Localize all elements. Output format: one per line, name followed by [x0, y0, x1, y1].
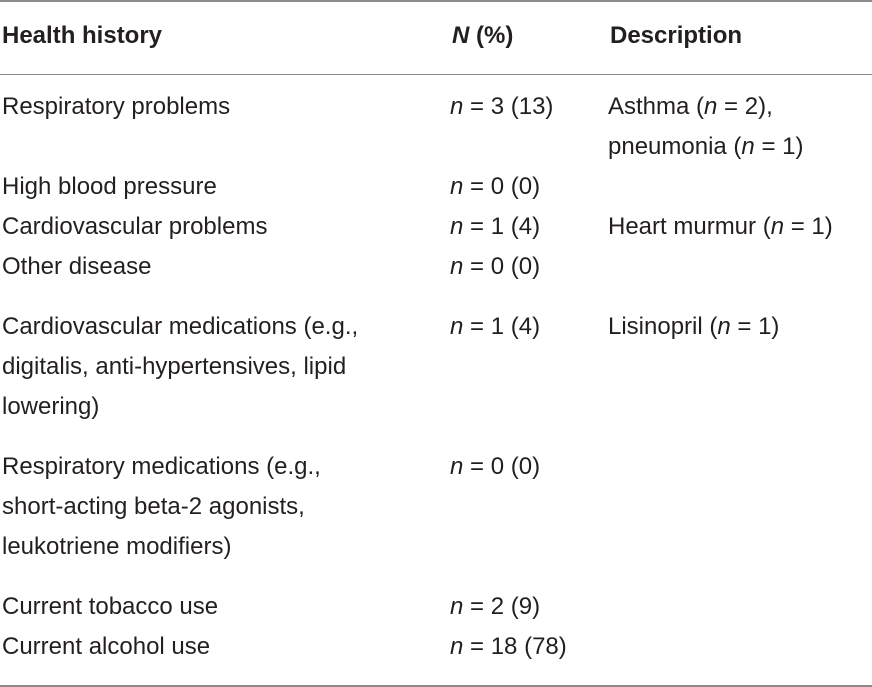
history-line: Respiratory medications (e.g., [2, 453, 321, 480]
n-value: = 1 (4) [463, 313, 541, 340]
cell-count [450, 207, 608, 247]
history-line: Cardiovascular medications (e.g., [2, 313, 359, 340]
n-label: n [450, 213, 464, 240]
table-row [0, 567, 872, 627]
n-label: n [450, 633, 464, 660]
n-value: = 0 (0) [463, 173, 541, 200]
table-row [0, 75, 872, 168]
cell-history: Cardiovascular problems [2, 213, 268, 240]
cell-history: Respiratory problems [2, 93, 231, 120]
history-line: digitalis, anti-hypertensives, lipid [2, 353, 347, 380]
cell-description [608, 75, 872, 168]
description-line [608, 127, 872, 167]
table-row [0, 287, 872, 427]
n-label: n [770, 213, 785, 240]
cell-count [450, 167, 608, 207]
cell-description [608, 167, 872, 207]
n-value: = 3 (13) [463, 93, 554, 120]
history-line: leukotriene modifiers) [2, 533, 232, 560]
history-line: short-acting beta-2 agonists, [2, 493, 305, 520]
desc-text: = 1) [784, 213, 833, 240]
n-label: n [717, 313, 731, 340]
table-row [0, 247, 872, 287]
n-label: n [704, 93, 718, 120]
cell-count [450, 287, 608, 427]
cell-description [608, 627, 872, 686]
desc-text: Heart murmur ( [608, 213, 771, 240]
cell-history: Other disease [2, 253, 152, 280]
cell-history [0, 427, 450, 567]
desc-text: = 1) [754, 133, 804, 160]
header-n-italic: N [452, 22, 470, 49]
cell-description [608, 247, 872, 287]
cell-count [450, 247, 608, 287]
header-description: Description [608, 1, 872, 75]
n-value: = 0 (0) [463, 453, 541, 480]
header-row [0, 1, 872, 75]
cell-description [608, 207, 872, 247]
desc-text: Asthma ( [608, 93, 705, 120]
desc-text: = 1) [730, 313, 780, 340]
cell-description [608, 427, 872, 567]
cell-count [450, 567, 608, 627]
header-health-history: Health history [0, 1, 450, 75]
desc-text: pneumonia ( [608, 133, 742, 160]
description-line [608, 87, 872, 127]
cell-count [450, 427, 608, 567]
cell-count [450, 627, 608, 686]
cell-description [608, 287, 872, 427]
n-label: n [741, 133, 755, 160]
n-value: = 1 (4) [463, 213, 541, 240]
table-row [0, 167, 872, 207]
n-label: n [450, 313, 464, 340]
n-label: n [450, 253, 464, 280]
desc-text: Lisinopril ( [608, 313, 718, 340]
cell-history: Current alcohol use [2, 633, 211, 660]
n-label: n [450, 93, 464, 120]
n-value: = 18 (78) [463, 633, 567, 660]
table-row [0, 427, 872, 567]
header-n-percent [450, 1, 608, 75]
n-label: n [450, 593, 464, 620]
n-label: n [450, 453, 464, 480]
cell-history: High blood pressure [2, 173, 217, 200]
history-line: lowering) [2, 393, 100, 420]
n-value: = 0 (0) [463, 253, 541, 280]
n-value: = 2 (9) [463, 593, 541, 620]
cell-history: Current tobacco use [2, 593, 219, 620]
n-label: n [450, 173, 464, 200]
header-n-suffix: (%) [469, 22, 514, 49]
table-row [0, 207, 872, 247]
table-row [0, 627, 872, 686]
cell-description [608, 567, 872, 627]
desc-text: = 2), [717, 93, 773, 120]
cell-history [0, 287, 450, 427]
cell-count [450, 75, 608, 168]
